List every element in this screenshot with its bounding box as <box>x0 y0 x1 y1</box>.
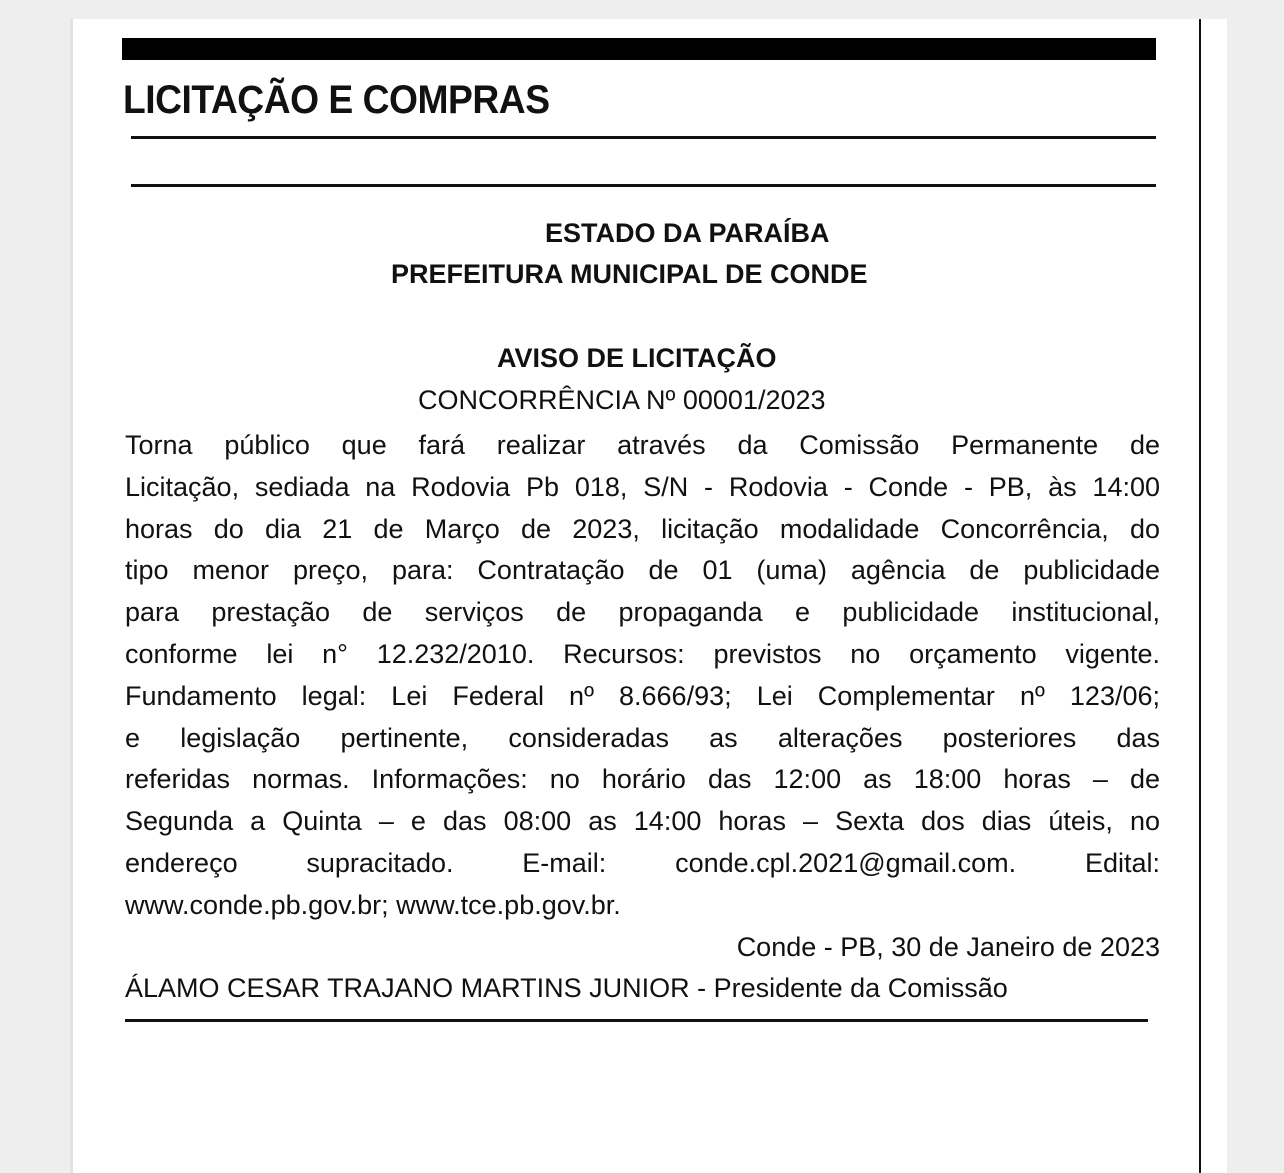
divider <box>131 184 1156 187</box>
section-title: LICITAÇÃO E COMPRAS <box>123 78 550 122</box>
body-line: endereço supracitado. E-mail: conde.cpl.2021@gmail.com. Edital: <box>125 847 1160 878</box>
body-line: Fundamento legal: Lei Federal nº 8.666/93; Lei Complementar nº 123/06; <box>125 680 1160 711</box>
body-line: Licitação, sediada na Rodovia Pb 018, S/N - Rodovia - Conde - PB, às 14:00 <box>125 471 1160 502</box>
page-edge-divider <box>1199 19 1201 1173</box>
notice-title: AVISO DE LICITAÇÃO <box>497 343 777 373</box>
municipality-heading: PREFEITURA MUNICIPAL DE CONDE <box>391 259 868 289</box>
header-bar <box>122 38 1156 60</box>
body-line: horas do dia 21 de Março de 2023, licitação modalidade Concorrência, do <box>125 513 1160 544</box>
body-line: tipo menor preço, para: Contratação de 01 (uma) agência de publicidade <box>125 555 1160 586</box>
date-line: Conde - PB, 30 de Janeiro de 2023 <box>736 931 1160 962</box>
body-line: Segunda a Quinta – e das 08:00 as 14:00 horas – Sexta dos dias úteis, no <box>125 806 1160 837</box>
divider <box>125 1019 1148 1022</box>
signature-line: ÁLAMO CESAR TRAJANO MARTINS JUNIOR - Presidente da Comissão <box>125 973 1008 1004</box>
body-line: para prestação de serviços de propaganda e publicidade institucional, <box>125 597 1160 628</box>
notice-number: CONCORRÊNCIA Nº 00001/2023 <box>418 385 826 415</box>
body-line: Torna público que fará realizar através da Comissão Permanente de <box>125 430 1160 460</box>
body-line: conforme lei n° 12.232/2010. Recursos: previstos no orçamento vigente. <box>125 638 1160 669</box>
body-line: referidas normas. Informações: no horário das 12:00 as 18:00 horas – de <box>125 764 1160 795</box>
body-line: e legislação pertinente, consideradas as alterações posteriores das <box>125 722 1160 753</box>
state-heading: ESTADO DA PARAÍBA <box>545 218 830 248</box>
notice-body <box>125 425 1160 1010</box>
divider <box>131 136 1156 139</box>
body-line: www.conde.pb.gov.br; www.tce.pb.gov.br. <box>125 889 621 920</box>
